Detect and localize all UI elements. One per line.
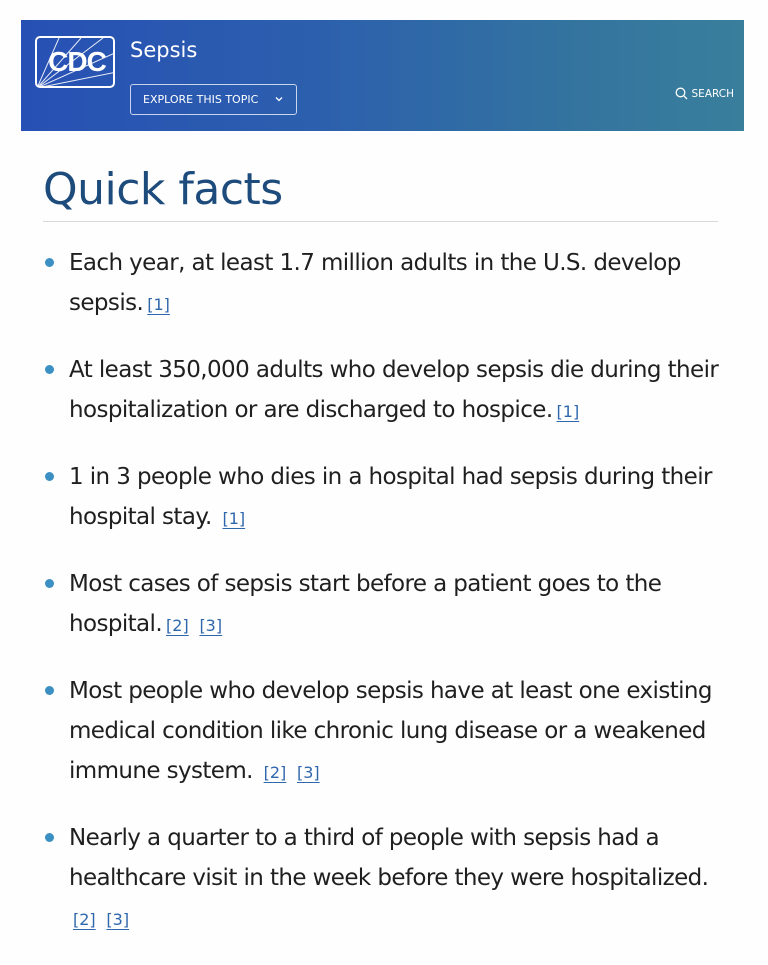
fact-item [43,564,723,646]
explore-topic-button[interactable] [130,84,297,115]
fact-text: Nearly a quarter to a third of people with sepsis had a healthcare visit in the week before they were hospitalized. [69,825,709,891]
fact-item [43,243,723,325]
search-label: SEARCH [691,87,734,100]
fact-text: 1 in 3 people who dies in a hospital had sepsis during their hospital stay. [69,464,712,530]
citation-link[interactable]: [3] [106,910,130,929]
citation-link[interactable]: [1] [147,295,170,314]
bullet-icon [45,579,54,588]
fact-text: At least 350,000 adults who develop sepsis die during their hospitalization or are discharged to hospice. [69,357,719,423]
search-icon [675,87,688,100]
bullet-icon [45,686,54,695]
fact-text: Each year, at least 1.7 million adults in the U.S. develop sepsis. [69,250,681,316]
search-button[interactable] [675,87,734,100]
bullet-icon [45,833,54,842]
fact-item [43,457,723,539]
fact-text: Most cases of sepsis start before a patient goes to the hospital. [69,571,662,637]
site-header [21,20,744,131]
citation-link[interactable]: [3] [296,763,320,782]
citation-link[interactable]: [2] [263,763,287,782]
fact-text: Most people who develop sepsis have at least one existing medical condition like chronic lung disease or a weakened immune system. [69,678,712,784]
logo-text: CDC [48,46,106,77]
citation-link[interactable]: [3] [199,616,223,635]
quick-facts-list [43,243,723,965]
citation-link[interactable]: [2] [73,910,96,929]
cdc-logo[interactable] [35,36,115,88]
site-title[interactable]: Sepsis [130,38,198,62]
bullet-icon [45,365,54,374]
page-title: Quick facts [43,164,283,215]
citation-link[interactable]: [1] [222,509,246,528]
bullet-icon [45,472,54,481]
fact-item [43,818,723,940]
bullet-icon [45,258,54,267]
explore-topic-label: EXPLORE THIS TOPIC [143,93,259,106]
fact-item [43,350,723,432]
chevron-down-icon [274,94,284,104]
citation-link[interactable]: [1] [556,402,580,421]
citation-link[interactable]: [2] [166,616,189,635]
title-divider [43,221,718,222]
fact-item [43,671,723,793]
